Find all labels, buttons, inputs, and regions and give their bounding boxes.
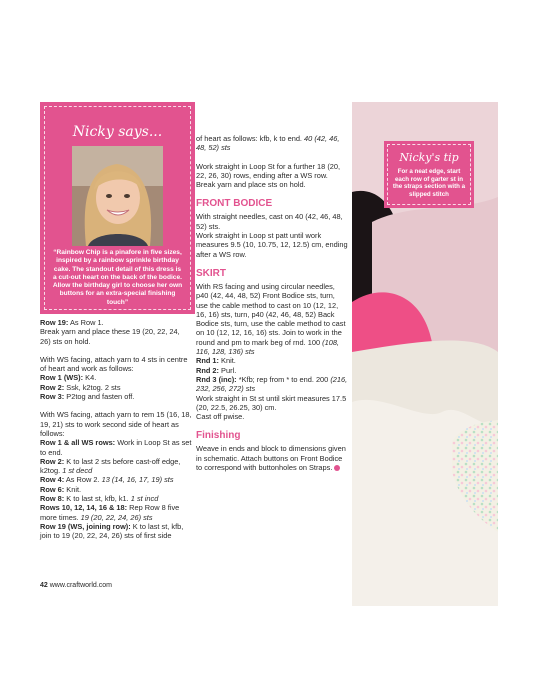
row-text: Rep Row 8 five more times. [40,503,180,522]
row-text: P2tog and fasten off. [64,392,135,402]
end-mark-icon [334,465,340,471]
row-text: K4. [83,373,97,383]
row-label: Row 3: [40,392,65,402]
row-text: Ssk, k2tog. 2 sts [64,382,121,392]
row-label: Row 19: [40,318,69,327]
nicky-says-box [40,102,195,314]
footer-website: www.craftworld.com [49,582,112,589]
row-label: Row 4: [40,475,65,485]
pattern-column-2 [196,134,348,472]
row-text: Purl. [219,365,237,375]
row-label: Row 19 (WS, joining row): [40,521,131,531]
instruction-text: Cast off pwise. [196,412,245,422]
tip-text: For a neat edge, start each row of garter st in the straps section with a slipped stitch [392,168,466,198]
stitch-count: 19 (20, 22, 24, 26) sts [80,512,153,522]
row-label: Row 8: [40,494,65,504]
stitch-count: (108, 116, 128, 136) sts [196,337,339,357]
pattern-column-1 [40,318,192,541]
section-heading-front-bodice: FRONT BODICE [196,198,273,210]
stitch-count: 1 st incd [130,494,159,504]
stitch-count: 40 (42, 46, 48, 52) sts [196,134,340,153]
instruction-text: With WS facing, attach yarn to rem 15 (16, 18, 19, 21) sts to work second side of heart as follows: [40,410,192,438]
instruction-text: Work straight in Loop St for a further 18 (20, 22, 26, 30) rows, ending after a WS row. [196,161,341,180]
tip-title: Nicky's tip [399,151,459,164]
row-label: Row 1 (WS): [40,373,84,383]
row-label: Row 6: [40,484,65,494]
row-text: *Kfb; rep from * to end. 200 [236,374,331,384]
row-text: As Row 1. [68,318,104,327]
instruction-text: With straight needles, cast on 40 (42, 46, 48, 52) sts. [196,212,343,231]
instruction-text: Work straight in St st until skirt measures 17.5 (20, 22.5, 26.25, 30) cm. [196,393,347,412]
nicky-quote: “Rainbow Chip is a pinafore in five sizes, inspired by a rainbow sprinkle birthday cake. The standout detail of this dress is a cut-out heart on the back of the bodice. Allow the birthday girl to choose her own buttons for an extra-special finishing touch” [52,249,183,306]
nickys-tip-box [384,141,474,208]
instruction-text: Break yarn and place these 19 (20, 22, 24, 26) sts on hold. [40,327,180,346]
row-text: K to last 2 sts before cast-off edge, k2tog. [40,456,181,476]
stitch-count: 1 st decd [62,466,93,476]
section-heading-skirt: SKIRT [196,267,226,279]
row-text: K to last st, kfb, k1. [64,494,131,504]
instruction-text: With RS facing and using circular needles, p40 (42, 44, 48, 52) Front Bodice sts, turn, use the cable method to cast on 10 (12, 12, 16, 16) sts, turn, p40 (42, 46, 48, 52) Back Bodice sts, turn, use the cable method to cast on 10 (12, 12, 16, 16) sts. Join to work in the round and pm to mark beg of rnd. 100 [196,281,346,347]
row-text: Work in Loop St as set to end. [40,438,192,457]
stitch-count: (216, 232, 256, 272) sts [196,374,348,394]
page-number: 42 [40,582,48,589]
row-label: Rnd 2: [196,365,219,375]
row-label: Rows 10, 12, 14, 16 & 18: [40,503,128,513]
nicky-says-title: Nicky says... [72,124,163,140]
instruction-text: Break yarn and place sts on hold. [196,180,306,190]
page-footer [40,582,112,589]
row-text: Knit. [64,484,82,494]
row-text: K to last st, kfb, join to 19 (20, 22, 24, 26) sts of first side [40,521,184,541]
instruction-text: Work straight in Loop st patt until work measures 9.5 (10, 10.75, 12, 12.5) cm, ending after a WS row. [196,231,348,259]
instruction-text: of heart as follows: kfb, k to end. [196,134,305,143]
row-text: Knit. [219,356,236,366]
section-heading-finishing: Finishing [196,430,241,442]
row-label: Row 2: [40,382,65,392]
nicky-portrait [72,146,163,246]
row-label: Row 1 & all WS rows: [40,438,116,448]
stitch-count: 13 (14, 16, 17, 19) sts [101,475,174,485]
row-label: Row 2: [40,456,65,466]
row-label: Rnd 1: [196,356,219,366]
row-text: As Row 2. [64,475,102,485]
instruction-text: With WS facing, attach yarn to 4 sts in centre of heart and work as follows: [40,354,188,374]
instruction-text: Weave in ends and block to dimensions given in schematic. Attach buttons on Front Bodice to correspond with buttonholes on Straps. [196,444,346,473]
row-label: Rnd 3 (inc): [196,374,237,384]
